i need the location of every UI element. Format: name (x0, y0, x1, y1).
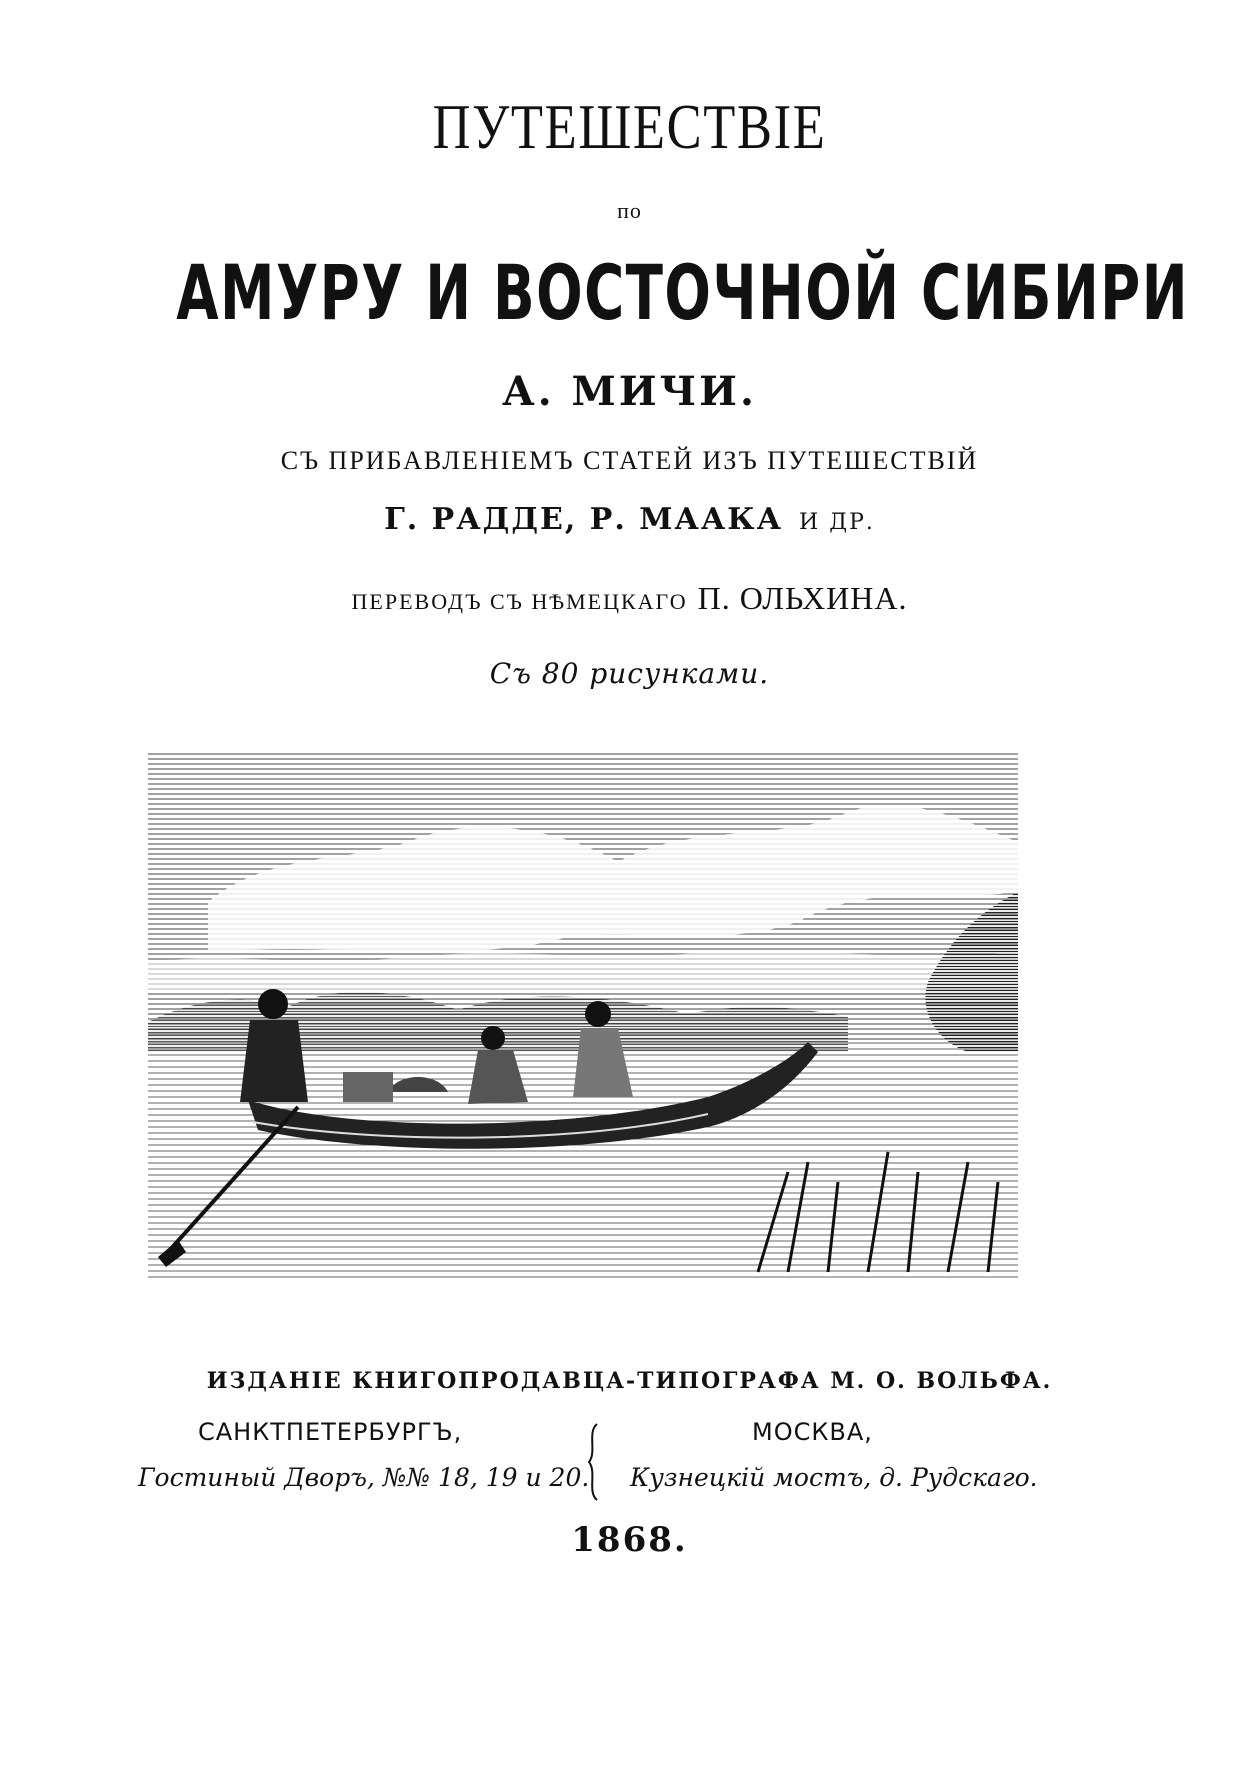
engraving-illustration (148, 752, 1018, 1282)
imprint-block (0, 1418, 1259, 1508)
author: А. МИЧИ. (502, 368, 757, 415)
contributors-line (0, 502, 1259, 537)
city-saint-petersburg: САНКТПЕТЕРБУРГЪ, (198, 1418, 463, 1446)
publication-year: 1868. (571, 1520, 688, 1560)
preposition: по (617, 198, 642, 223)
contributors-etc: И ДР. (799, 510, 875, 535)
illustrations-count: Съ 80 рисунками. (489, 657, 770, 690)
publisher-line: ИЗДАНІЕ КНИГОПРОДАВЦА-ТИПОГРАФА М. О. ВОЛЬФА. (206, 1368, 1053, 1394)
contributors: Г. РАДДЕ, Р. МААКА (384, 502, 784, 537)
city-moscow: МОСКВА, (752, 1418, 873, 1446)
main-title: ПУТЕШЕСТВІЕ (432, 91, 827, 162)
address-moscow: Кузнецкій мостъ, д. Рудскаго. (630, 1463, 1038, 1492)
translation-line (0, 582, 1259, 614)
address-saint-petersburg: Гостиный Дворъ, №№ 18, 19 и 20. (138, 1463, 590, 1492)
addition-line: СЪ ПРИБАВЛЕНІЕМЪ СТАТЕЙ ИЗЪ ПУТЕШЕСТВІЙ (280, 446, 979, 475)
subtitle: АМУРУ И ВОСТОЧНОЙ СИБИРИ (176, 248, 1189, 337)
translator: П. ОЛЬХИНА. (697, 580, 908, 616)
translation-prefix: ПЕРЕВОДЪ СЪ НѢМЕЦКАГО (351, 589, 688, 614)
